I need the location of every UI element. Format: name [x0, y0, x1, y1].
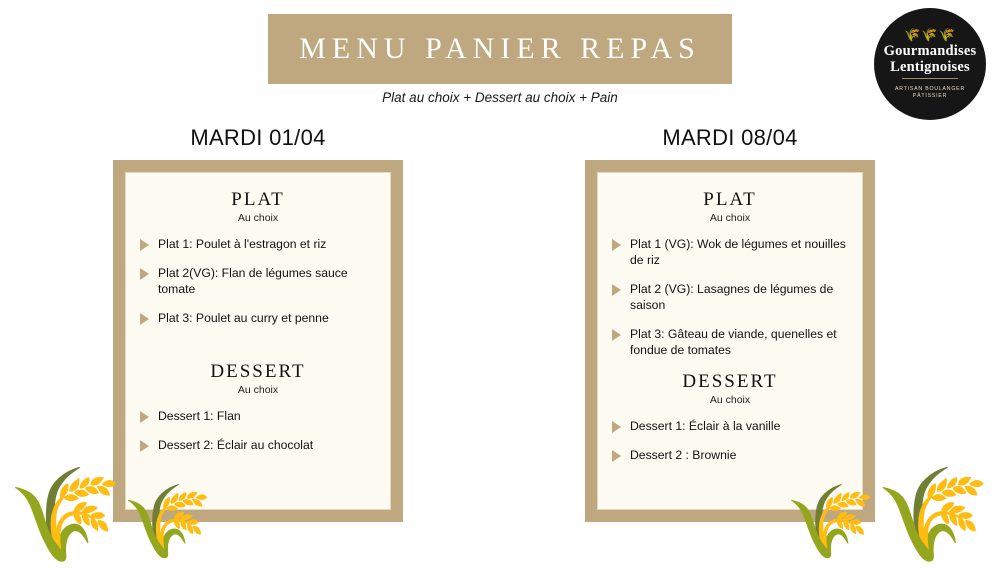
list-item	[612, 281, 848, 313]
section-title-dessert: DESSERT	[210, 361, 306, 382]
menu-card	[585, 160, 875, 522]
section-spacer	[140, 339, 376, 361]
section-title-dessert: DESSERT	[682, 371, 778, 392]
wheat-icon: 🌾	[875, 464, 990, 566]
menu-item-text: Plat 1 (VG): Wok de légumes et nouilles de riz	[630, 237, 846, 267]
menu-card-inner	[597, 172, 863, 510]
arrow-right-icon	[612, 284, 621, 296]
arrow-right-icon	[140, 268, 149, 280]
arrow-right-icon	[140, 313, 149, 325]
wheat-icon: 🌾	[785, 482, 876, 562]
list-item	[612, 326, 848, 358]
wheat-decoration-right	[785, 464, 990, 568]
menu-card-inner	[125, 172, 391, 510]
page-subtitle: Plat au choix + Dessert au choix + Pain	[382, 90, 618, 105]
menu-item-text: Plat 3: Poulet au curry et penne	[158, 311, 329, 325]
logo-line-2: Lentignoises	[890, 58, 970, 75]
header-band	[268, 14, 732, 84]
menu-item-text: Plat 3: Gâteau de viande, quenelles et fondue de tomates	[630, 327, 837, 357]
menu-item-text: Dessert 2: Éclair au chocolat	[158, 438, 314, 452]
section-title-plat: PLAT	[231, 189, 285, 210]
menu-card	[113, 160, 403, 522]
list-item	[140, 408, 376, 424]
logo-line-4: PÂTISSIER	[912, 92, 948, 99]
list-item	[140, 310, 376, 326]
menu-item-text: Dessert 1: Flan	[158, 409, 241, 423]
wheat-icon: 🌾🌾🌾	[904, 26, 956, 42]
logo-line-1: Gourmandises	[883, 42, 977, 59]
section-title-plat: PLAT	[703, 189, 757, 210]
menu-item-text: Dessert 1: Éclair à la vanille	[630, 419, 781, 433]
arrow-right-icon	[612, 239, 621, 251]
arrow-right-icon	[612, 421, 621, 433]
wheat-decoration-left	[8, 464, 213, 568]
arrow-right-icon	[140, 440, 149, 452]
day-title: MARDI 08/04	[662, 125, 798, 150]
section-subtitle-plat: Au choix	[237, 212, 279, 224]
menu-item-text: Plat 2(VG): Flan de légumes sauce tomate	[158, 266, 348, 296]
section-subtitle-plat: Au choix	[709, 212, 751, 224]
list-item	[612, 447, 848, 463]
menu-item-text: Dessert 2 : Brownie	[630, 448, 737, 462]
list-item	[612, 236, 848, 268]
arrow-right-icon	[612, 450, 621, 462]
wheat-icon: 🌾	[8, 464, 123, 566]
section-subtitle-dessert: Au choix	[709, 394, 751, 406]
day-column-2	[585, 125, 875, 522]
arrow-right-icon	[140, 411, 149, 423]
list-item	[140, 236, 376, 252]
page-title: MENU PANIER REPAS	[299, 32, 701, 65]
list-item	[140, 265, 376, 297]
section-subtitle-dessert: Au choix	[237, 384, 279, 396]
list-item	[612, 418, 848, 434]
arrow-right-icon	[140, 239, 149, 251]
bakery-logo	[874, 8, 986, 120]
day-column-1	[113, 125, 403, 522]
logo-line-3: ARTISAN BOULANGER	[894, 85, 965, 92]
menu-item-text: Plat 2 (VG): Lasagnes de légumes de saison	[630, 282, 834, 312]
day-title: MARDI 01/04	[190, 125, 326, 150]
wheat-icon: 🌾	[122, 482, 213, 562]
logo-divider	[902, 78, 958, 79]
menu-item-text: Plat 1: Poulet à l'estragon et riz	[158, 237, 327, 251]
list-item	[140, 437, 376, 453]
arrow-right-icon	[612, 329, 621, 341]
